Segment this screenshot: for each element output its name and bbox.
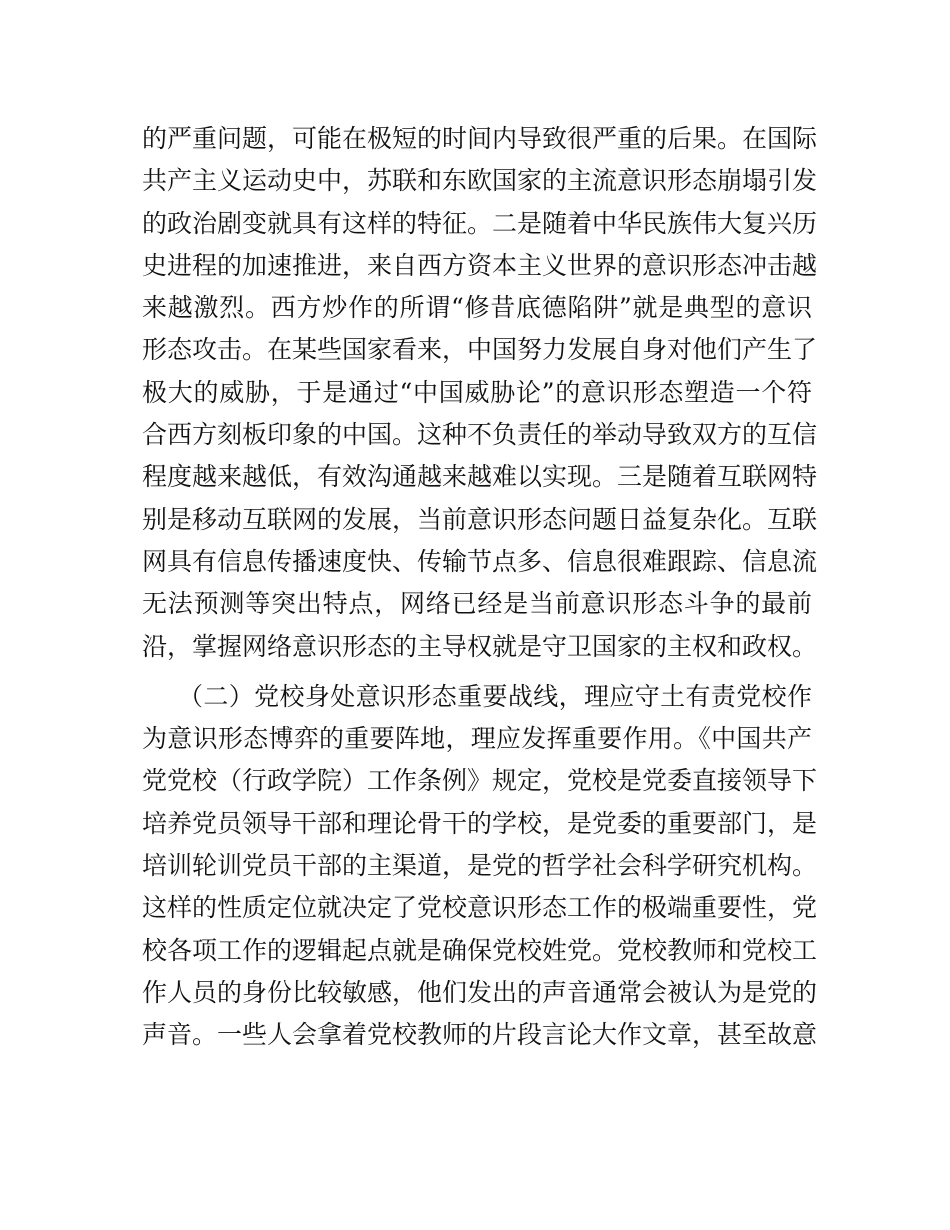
text-line: 来越激烈。西方炒作的所谓“修昔底德陷阱”就是典型的意识 <box>142 293 812 323</box>
text-line: 党党校（行政学院）工作条例》规定，党校是党委直接领导下 <box>142 766 818 796</box>
body-text <box>142 118 818 1057</box>
text-line: 极大的威胁，于是通过“中国威胁论”的意识形态塑造一个符 <box>142 377 812 407</box>
text-line: 史进程的加速推进，来自西方资本主义世界的意识形态冲击越 <box>142 250 818 280</box>
text-line: 校各项工作的逻辑起点就是确保党校姓党。党校教师和党校工 <box>142 935 818 965</box>
text-line: 沿，掌握网络意识形态的主导权就是守卫国家的主权和政权。 <box>142 631 818 661</box>
section-heading-line: （二）党校身处意识形态重要战线，理应守土有责党校作 <box>178 681 812 711</box>
text-line: 无法预测等突出特点，网络已经是当前意识形态斗争的最前 <box>142 589 812 619</box>
text-line: 为意识形态博弈的重要阵地，理应发挥重要作用。《中国共产 <box>142 724 812 754</box>
text-line: 的政治剧变就具有这样的特征。二是随着中华民族伟大复兴历 <box>142 208 818 238</box>
text-line: 形态攻击。在某些国家看来，中国努力发展自身对他们产生了 <box>142 335 818 365</box>
text-line: 这样的性质定位就决定了党校意识形态工作的极端重要性，党 <box>142 893 818 923</box>
text-line: 共产主义运动史中，苏联和东欧国家的主流意识形态崩塌引发 <box>142 166 818 196</box>
text-line: 作人员的身份比较敏感，他们发出的声音通常会被认为是党的 <box>142 977 818 1007</box>
text-line: 培训轮训党员干部的主渠道，是党的哲学社会科学研究机构。 <box>142 851 818 881</box>
text-line: 程度越来越低，有效沟通越来越难以实现。三是随着互联网特 <box>142 462 818 492</box>
paragraph-spacer <box>142 668 812 676</box>
text-line: 培养党员领导干部和理论骨干的学校，是党委的重要部门，是 <box>142 808 818 838</box>
text-line: 声音。一些人会拿着党校教师的片段言论大作文章，甚至故意 <box>142 1020 818 1050</box>
text-line: 合西方刻板印象的中国。这种不负责任的举动导致双方的互信 <box>142 420 818 450</box>
text-line: 别是移动互联网的发展，当前意识形态问题日益复杂化。互联 <box>142 504 818 534</box>
paragraph-2 <box>142 676 818 1057</box>
paragraph-1 <box>142 118 818 668</box>
text-line: 网具有信息传播速度快、传输节点多、信息很难跟踪、信息流 <box>142 546 818 576</box>
text-line: 的严重问题，可能在极短的时间内导致很严重的后果。在国际 <box>142 124 818 153</box>
